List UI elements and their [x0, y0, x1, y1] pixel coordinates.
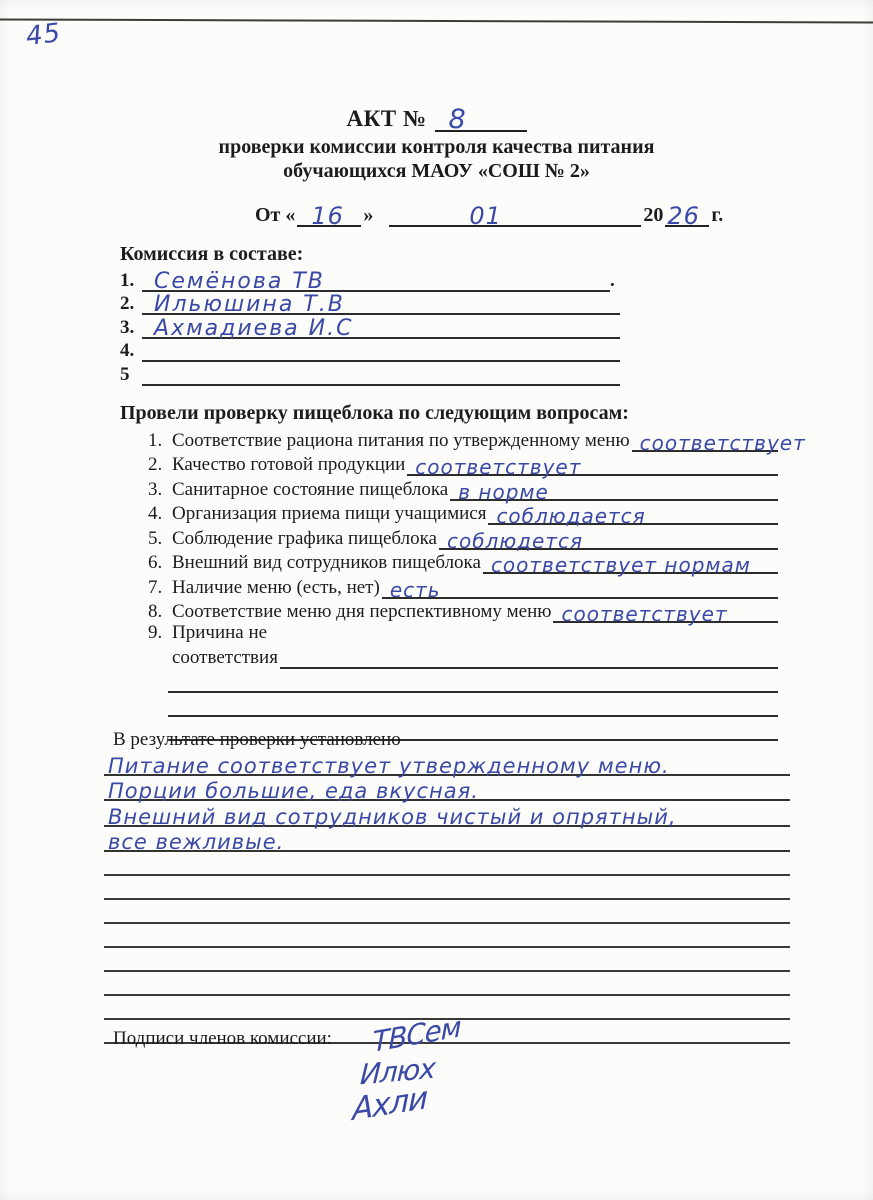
- question-row: [148, 623, 778, 644]
- signature-mark: Ахли: [352, 1079, 428, 1129]
- question-number: 9.: [148, 622, 163, 643]
- question-row: [148, 574, 778, 602]
- date-day-line: [297, 195, 361, 230]
- question-label: Качество готовой продукции: [172, 454, 406, 475]
- date-month-handwritten: 01: [469, 202, 502, 230]
- result-ruled-line: [104, 750, 790, 776]
- answer-line: [439, 523, 778, 553]
- blank-line: [104, 900, 790, 924]
- question-row: [148, 599, 778, 624]
- commission-number: 2.: [120, 293, 135, 314]
- commission-number: 3.: [120, 316, 135, 338]
- result-line-handwritten: Питание соответствует утвержденному меню.: [108, 753, 670, 778]
- commission-name-handwritten: Семёнова ТВ: [154, 268, 325, 294]
- result-line-handwritten: все вежливые.: [108, 830, 285, 854]
- question-label: Соблюдение графика пищеблока: [172, 527, 437, 549]
- question-number: 3.: [148, 478, 163, 500]
- commission-name-line: [142, 266, 610, 292]
- commission-name-line: [142, 313, 620, 339]
- blank-line: [168, 693, 778, 717]
- question-label-continuation: соответствия: [172, 646, 278, 668]
- question-answer-handwritten: соответствует нормам: [490, 553, 751, 577]
- title-line2: проверки комиссии контроля качества питания: [218, 136, 655, 158]
- result-section: [104, 729, 790, 1044]
- question-row: [148, 452, 778, 477]
- blank-line: [104, 972, 790, 996]
- result-line-handwritten: Порции большие, еда вкусная.: [108, 779, 479, 803]
- result-ruled-line: [104, 827, 790, 853]
- date-year-prefix: 20: [643, 204, 664, 226]
- signature-mark: ТВСем: [372, 1009, 461, 1060]
- answer-line: [553, 597, 778, 624]
- question-label: Соответствие рациона питания по утвержденному меню: [172, 429, 630, 451]
- question-number: 1.: [148, 429, 163, 451]
- commission-row: [120, 292, 620, 316]
- commission-name-line: [142, 360, 620, 386]
- inspection-section: [120, 402, 806, 741]
- question-row: [148, 476, 778, 504]
- question-answer-handwritten: в норме: [458, 479, 549, 504]
- answer-line: [382, 572, 778, 602]
- question-answer-handwritten: соответствует: [639, 430, 806, 455]
- question-label: Причина не: [172, 622, 268, 643]
- question-label: Наличие меню (есть, нет): [172, 576, 380, 598]
- act-number-handwritten: 8: [448, 104, 467, 135]
- blank-line: [104, 852, 790, 876]
- question-number: 2.: [148, 454, 163, 475]
- commission-number: 5: [120, 363, 130, 385]
- date-month-line: [389, 195, 641, 230]
- act-title-row: [0, 100, 873, 135]
- date-quote-close: »: [363, 204, 374, 226]
- commission-row: [120, 268, 620, 292]
- answer-line: [450, 474, 778, 504]
- blank-line: [104, 876, 790, 900]
- question-row: [148, 644, 778, 669]
- date-year-handwritten: 26: [667, 202, 700, 230]
- question-row: [148, 525, 778, 553]
- answer-line: [407, 450, 778, 477]
- question-number: 5.: [148, 527, 163, 549]
- blank-line: [168, 669, 778, 693]
- question-number: 6.: [148, 552, 163, 573]
- question-number: 4.: [148, 503, 163, 524]
- act-title: АКТ №: [346, 106, 427, 131]
- commission-trailing-dot: .: [610, 269, 615, 291]
- result-line-handwritten: Внешний вид сотрудников чистый и опрятный,: [108, 804, 677, 829]
- date-suffix: г.: [711, 204, 724, 226]
- commission-name-handwritten: Ахмадиева И.С: [154, 315, 354, 341]
- question-answer-handwritten: соблюдается: [496, 504, 646, 528]
- question-answer-handwritten: соблюдется: [446, 528, 583, 553]
- question-label: Санитарное состояние пищеблока: [172, 478, 449, 500]
- commission-number: 1.: [120, 269, 135, 291]
- answer-line: [488, 499, 778, 526]
- blank-line: [104, 948, 790, 972]
- inspection-heading: Провели проверку пищеблока по следующим вопросам:: [120, 402, 629, 424]
- signature-mark: Илюх: [359, 1051, 436, 1092]
- result-heading: В результате проверки установлено: [113, 729, 401, 750]
- question-row: [148, 427, 806, 455]
- question-row: [148, 550, 778, 575]
- commission-row: [120, 315, 620, 339]
- commission-heading: Комиссия в составе:: [120, 243, 304, 265]
- answer-line: [483, 548, 778, 575]
- page-number-note: 45: [24, 17, 63, 53]
- title-line3: обучающихся МАОУ «СОШ № 2»: [283, 160, 590, 182]
- commission-section: [120, 243, 620, 386]
- question-answer-handwritten: соответствует: [415, 455, 582, 479]
- act-number-line: [435, 100, 527, 135]
- question-number: 7.: [148, 576, 163, 598]
- question-label: Соответствие меню дня перспективному меню: [172, 601, 552, 622]
- question-label: Внешний вид сотрудников пищеблока: [172, 552, 481, 573]
- question-label: Организация приема пищи учащимися: [172, 503, 487, 524]
- commission-number: 4.: [120, 340, 135, 361]
- signatures-label: Подписи членов комиссии:: [113, 1028, 332, 1049]
- question-row: [148, 501, 778, 526]
- result-ruled-line: [104, 801, 790, 827]
- date-prefix: От «: [255, 204, 296, 226]
- blank-line: [104, 924, 790, 948]
- question-answer-handwritten: есть: [389, 577, 441, 602]
- answer-line: [632, 425, 806, 455]
- question-answer-handwritten: соответствует: [561, 602, 728, 626]
- question-number: 8.: [148, 601, 163, 622]
- scan-artifact-line: [0, 18, 873, 23]
- date-day-handwritten: 16: [311, 202, 344, 230]
- inspection-items: [148, 427, 806, 741]
- commission-row: [120, 339, 620, 363]
- commission-row: [120, 362, 620, 386]
- date-line: [253, 197, 725, 230]
- date-year-line: [665, 195, 709, 230]
- commission-name-line: [142, 290, 620, 316]
- commission-name-handwritten: Ильюшина Т.В: [154, 292, 345, 317]
- result-ruled-line: [104, 776, 790, 802]
- commission-name-line: [142, 337, 620, 363]
- answer-line: [280, 642, 778, 669]
